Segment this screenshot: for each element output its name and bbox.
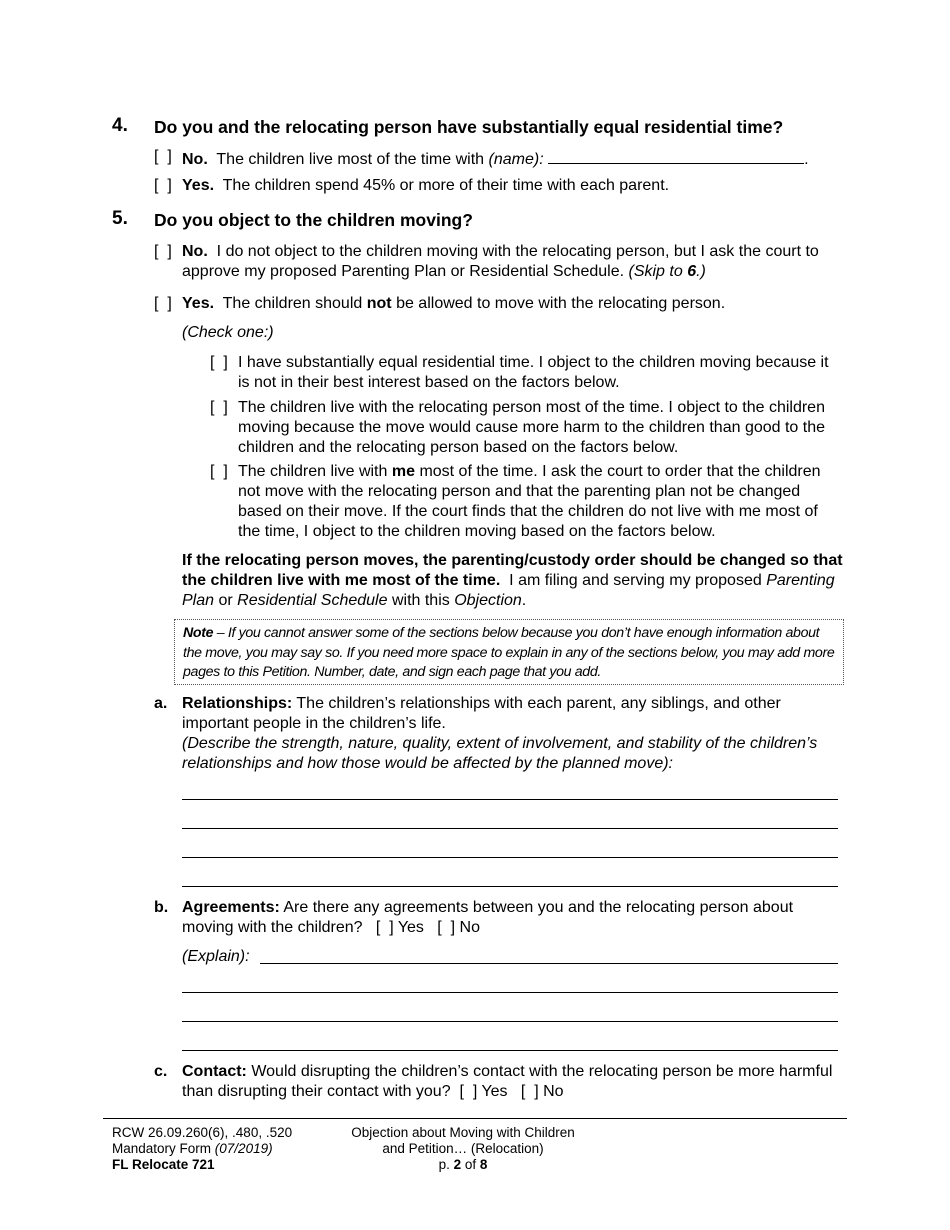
q5-no-checkbox[interactable]: [ ] <box>154 243 172 260</box>
sub-a-text: The children’s relationships with each parent, any siblings, and other important people in the children’s life. <box>182 695 781 732</box>
q5-option-2-text: The children live with the relocating person most of the time. I object to the children moving because the move would cause more harm to the children than good to the children and the relocating person based on the factors below. <box>238 399 826 456</box>
q5-option-3 <box>210 462 844 542</box>
q4-yes-text: The children spend 45% or more of their time with each parent. <box>222 177 670 194</box>
footer-mandatory-date: (07/2019) <box>214 1141 273 1156</box>
q5-skip-prefix: (Skip to <box>628 263 688 280</box>
q5-question: Do you object to the children moving? <box>154 210 473 230</box>
sub-b-answer-line-3[interactable] <box>182 1021 838 1022</box>
q4-no-option <box>154 147 844 170</box>
q5-skip-suffix: .) <box>696 263 706 280</box>
q4-yes-label: Yes. <box>182 177 215 194</box>
sub-a-letter: a. <box>154 695 168 712</box>
q5-skip-number: 6 <box>687 263 697 280</box>
q4-no-text: The children live most of the time with <box>216 151 485 168</box>
sub-a-answer-line-3[interactable] <box>182 857 838 858</box>
footer-page-prefix: p. <box>438 1157 450 1172</box>
sub-c-no-checkbox[interactable]: [ ] No <box>520 1083 564 1100</box>
sub-b-explain-label: (Explain): <box>182 948 250 965</box>
q4-no-checkbox[interactable]: [ ] <box>154 148 172 165</box>
q5-yes-label: Yes. <box>182 295 215 312</box>
sub-b-title: Agreements: <box>182 899 280 916</box>
q5-yes-option <box>154 294 844 314</box>
sub-a-answer-line-1[interactable] <box>182 799 838 800</box>
q5-option-3-text-b: most of the time. I ask the court to order that the children not move with the relocating person and that the parenting plan not be changed based on their move. If the court finds that the children do not live with me most of the time, I object to the children moving based on the factors below. <box>238 463 821 540</box>
residential-schedule-text: Residential Schedule <box>237 592 388 609</box>
sub-a-answer-line-4[interactable] <box>182 886 838 887</box>
q5-option-2-checkbox[interactable]: [ ] <box>210 399 228 416</box>
q5-no-label: No. <box>182 243 208 260</box>
q5-yes-checkbox[interactable]: [ ] <box>154 295 172 312</box>
note-text: – If you cannot answer some of the sections below because you don’t have enough information about the move, you may say so. If you need more space to explain in any of the sections below, you may add more pages to this Petition. Number, date, and sign each page that you add. <box>183 625 835 680</box>
sub-a-answer-line-2[interactable] <box>182 828 838 829</box>
q4-number: 4. <box>112 115 128 136</box>
change-bold-text: If the relocating person moves, the parenting/custody order should be changed so that the children live with me most of the time. <box>182 552 843 589</box>
change-text: I am filing and serving my proposed <box>509 572 762 589</box>
q5-option-2 <box>210 398 844 458</box>
sub-c-yes-checkbox[interactable]: [ ] Yes <box>459 1083 508 1100</box>
footer-divider <box>103 1118 847 1119</box>
q5-yes-not: not <box>366 295 392 312</box>
sub-a <box>154 694 844 774</box>
footer-title-line-1: Objection about Moving with Children <box>351 1125 575 1140</box>
q4-name-field[interactable] <box>548 147 804 164</box>
q4-name-label: (name): <box>488 151 544 168</box>
q4-yes-checkbox[interactable]: [ ] <box>154 177 172 194</box>
objection-text: Objection <box>454 592 522 609</box>
parenting-plan-text: Parenting Plan <box>182 572 835 609</box>
sub-b-yes-checkbox[interactable]: [ ] Yes <box>375 919 424 936</box>
sub-b <box>154 898 844 938</box>
check-one-label: (Check one:) <box>182 324 274 341</box>
q5-no-option <box>154 242 844 282</box>
note-label: Note <box>183 625 214 641</box>
q5-number: 5. <box>112 208 128 229</box>
footer-page-of: of <box>464 1157 477 1172</box>
q5-no-text: I do not object to the children moving with the relocating person, but I ask the court to approve my proposed Parenting Plan or Residential Schedule. <box>182 243 819 280</box>
footer-page-total: 8 <box>479 1157 488 1172</box>
note-box <box>174 619 844 685</box>
change-paragraph <box>182 551 844 611</box>
q5-option-1-checkbox[interactable]: [ ] <box>210 354 228 371</box>
or-text: or <box>218 592 233 609</box>
footer-title-line-2: and Petition… (Relocation) <box>382 1141 544 1156</box>
sub-c <box>154 1062 844 1102</box>
q5-option-1 <box>210 353 844 393</box>
sub-b-no-checkbox[interactable]: [ ] No <box>437 919 480 936</box>
footer-center <box>332 1125 594 1173</box>
q4-no-label: No. <box>182 151 208 168</box>
sub-c-text: Would disrupting the children’s contact with the relocating person be more harmful than disrupting their contact with you? <box>182 1063 833 1100</box>
with-this-text: with this <box>391 592 450 609</box>
sub-b-answer-line-4[interactable] <box>182 1050 838 1051</box>
footer-left <box>112 1125 292 1173</box>
footer-form-id: FL Relocate 721 <box>112 1157 215 1172</box>
sub-b-letter: b. <box>154 899 169 916</box>
q5-yes-text-b: be allowed to move with the relocating person. <box>396 295 726 312</box>
q5-option-3-text-a: The children live with <box>238 463 388 480</box>
footer-rcw: RCW 26.09.260(6), .480, .520 <box>112 1125 293 1140</box>
footer-page-number <box>332 1157 594 1173</box>
footer-page-current: 2 <box>453 1157 462 1172</box>
sub-b-explain-field[interactable] <box>260 963 838 964</box>
q5-yes-text-a: The children should <box>222 295 363 312</box>
footer-mandatory: Mandatory Form <box>112 1141 212 1156</box>
sub-a-title: Relationships: <box>182 695 293 712</box>
sub-a-instructions: (Describe the strength, nature, quality, extent of involvement, and stability of the children’s relationships and how those would be affected by the planned move): <box>182 735 818 772</box>
q4-question: Do you and the relocating person have substantially equal residential time? <box>154 117 784 137</box>
change-period: . <box>521 592 527 609</box>
sub-b-text: Are there any agreements between you and the relocating person about moving with the children? <box>182 899 794 936</box>
q5-option-3-checkbox[interactable]: [ ] <box>210 463 228 480</box>
sub-c-title: Contact: <box>182 1063 247 1080</box>
q5-option-3-me: me <box>391 463 415 480</box>
q4-period: . <box>804 151 809 168</box>
sub-b-answer-line-2[interactable] <box>182 992 838 993</box>
sub-c-letter: c. <box>154 1063 168 1080</box>
q4-yes-option <box>154 176 844 196</box>
q5-option-1-text: I have substantially equal residential time. I object to the children moving because it is not in their best interest based on the factors below. <box>238 354 829 391</box>
